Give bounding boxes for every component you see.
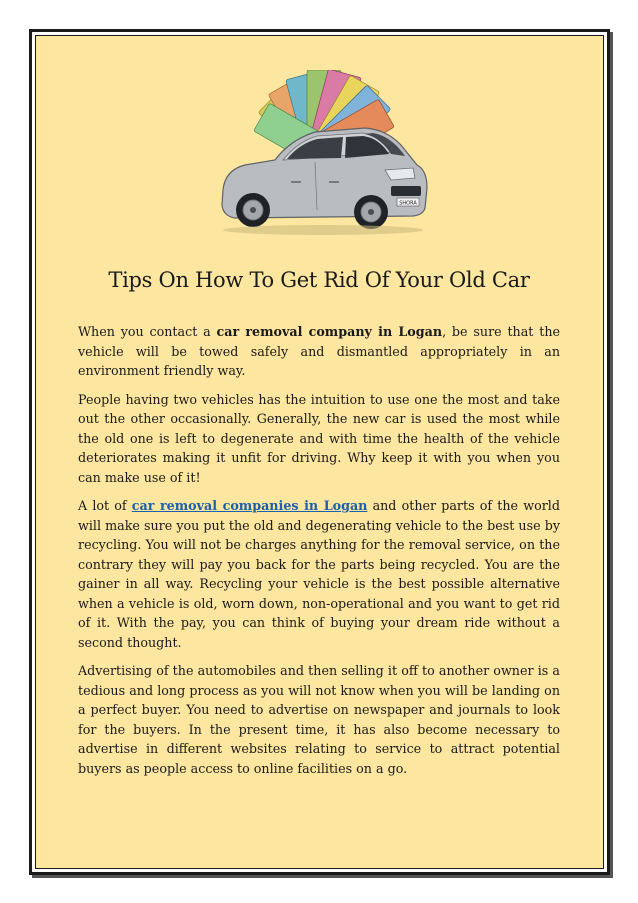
car-removal-companies-link[interactable]: car removal companies in Logan (131, 498, 368, 513)
car-icon (222, 128, 427, 235)
paragraph-text: A lot of (78, 498, 132, 513)
paragraph-text: and other parts of the world will make sure you put the old and degenerating vehicle to the best use by recycling. You will not be charges anything for the removal service, on the contrary they will pay you back for the parts being recycled. You are the gainer in all way. Recycling your vehicle is the best possible alternative when a vehicle is old, worn down, non-operational and you want to get rid of it. With the pay, you can think of buying your dream ride without a second thought. (78, 498, 560, 650)
highlight-text: car removal company in Logan (216, 324, 443, 339)
paragraph (78, 496, 560, 652)
article-body (78, 322, 560, 787)
paragraph (78, 661, 560, 778)
license-plate-text: SHORA (399, 200, 417, 207)
paragraph (78, 390, 560, 488)
car-with-cash-icon (205, 70, 430, 240)
paragraph-text: Advertising of the automobiles and then selling it off to another owner is a tedious and long process as you will not know when you will be landing on a perfect buyer. You need to advertise on newspaper and journals to look for the buyers. In the present time, it has also become necessary to advertise in different websites relating to service to attract potential buyers as people access to online facilities on a go. (78, 663, 560, 776)
article-title: Tips On How To Get Rid Of Your Old Car (108, 268, 530, 292)
paragraph-text: , be sure that the vehicle will be towed safely and dismantled appropriately in an environment friendly way. (78, 324, 560, 378)
paragraph-text: When you contact a (78, 324, 217, 339)
paragraph (78, 322, 560, 381)
paragraph-text: People having two vehicles has the intuition to use one the most and take out the other occasionally. Generally, the new car is used the most while the old one is left to degenerate and with time the health of the vehicle deteriorates making it unfit for driving. Why keep it with you when you can make use of it! (78, 391, 560, 485)
